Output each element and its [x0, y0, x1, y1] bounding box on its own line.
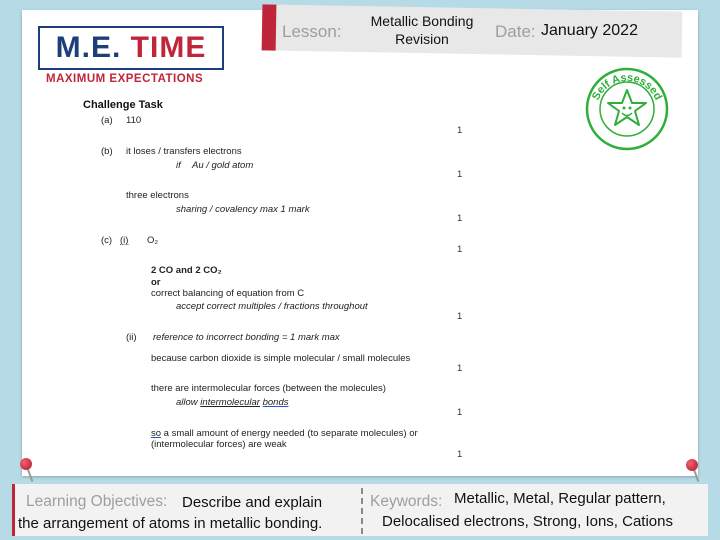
part-b-note2: sharing / covalency max 1 mark	[176, 204, 310, 215]
part-c-i-label: (i)	[120, 235, 129, 246]
part-c-or: or	[151, 277, 161, 288]
lesson-label: Lesson:	[282, 22, 342, 41]
part-b-answer: it loses / transfers electrons	[126, 146, 242, 157]
logo-second: TIME	[130, 31, 207, 64]
keywords-line2: Delocalised electrons, Strong, Ions, Cations	[382, 513, 673, 530]
footer-divider	[361, 488, 363, 534]
part-c-ii-allow	[176, 397, 289, 408]
challenge-task-title: Challenge Task	[83, 99, 163, 111]
part-c-mark1: 1	[457, 244, 463, 255]
date-label: Date:	[495, 22, 536, 41]
part-b-mark1: 1	[457, 169, 463, 180]
part-a-answer: 110	[126, 115, 142, 126]
part-c-ii-line2: there are intermolecular forces (between the molecules)	[151, 383, 386, 394]
pushpin-left-icon	[20, 458, 32, 470]
keywords-line1: Metallic, Metal, Regular pattern,	[454, 490, 666, 507]
part-c-ii-note: reference to incorrect bonding = 1 mark max	[153, 332, 340, 343]
part-c-label: (c)	[101, 235, 113, 246]
stamp-text: Self Assessed	[589, 71, 665, 103]
allow-bonds: bonds	[262, 397, 289, 408]
part-a-label: (a)	[101, 115, 113, 126]
part-c-ii-line1: because carbon dioxide is simple molecular / small molecules	[151, 353, 411, 364]
pushpin-right-icon	[686, 459, 698, 471]
so-word: so	[151, 428, 162, 439]
objectives-label: Learning Objectives:	[26, 493, 168, 510]
line3a-rest: a small amount of energy needed (to separate molecules) or	[161, 428, 418, 439]
part-c-mark3: 1	[457, 363, 463, 374]
part-a-mark: 1	[457, 125, 463, 136]
part-c-mark5: 1	[457, 449, 463, 460]
part-b-answer2: three electrons	[126, 190, 189, 201]
part-b-mark2: 1	[457, 213, 463, 224]
part-c-i-answer: O₂	[147, 235, 159, 246]
part-b-label: (b)	[101, 146, 113, 157]
allow-intermolecular: intermolecular	[200, 397, 260, 408]
objectives-line2: the arrangement of atoms in metallic bonding.	[18, 515, 323, 532]
objectives-line1: Describe and explain	[182, 494, 323, 511]
logo-main: M.E.	[55, 31, 122, 64]
part-c-mark4: 1	[457, 407, 463, 418]
logo-tagline: MAXIMUM EXPECTATIONS	[46, 73, 204, 85]
part-b-note: Au / gold atom	[192, 160, 254, 171]
keywords-label: Keywords:	[370, 493, 443, 510]
lesson-title-line2: Revision	[395, 31, 449, 47]
part-c-mark2: 1	[457, 311, 463, 322]
part-c-line1: 2 CO and 2 CO₂	[151, 265, 222, 276]
lesson-title-line1: Metallic Bonding	[370, 13, 474, 29]
date-value: January 2022	[541, 22, 638, 39]
allow-word: allow	[176, 397, 198, 408]
part-c-ii-line3b: (intermolecular forces) are weak	[151, 439, 287, 450]
part-c-line2: correct balancing of equation from C	[151, 288, 305, 299]
part-c-note: accept correct multiples / fractions throughout	[176, 301, 368, 312]
part-c-ii-label: (ii)	[126, 332, 137, 343]
part-c-ii-line3a	[151, 428, 418, 439]
part-b-if: if	[176, 160, 181, 171]
